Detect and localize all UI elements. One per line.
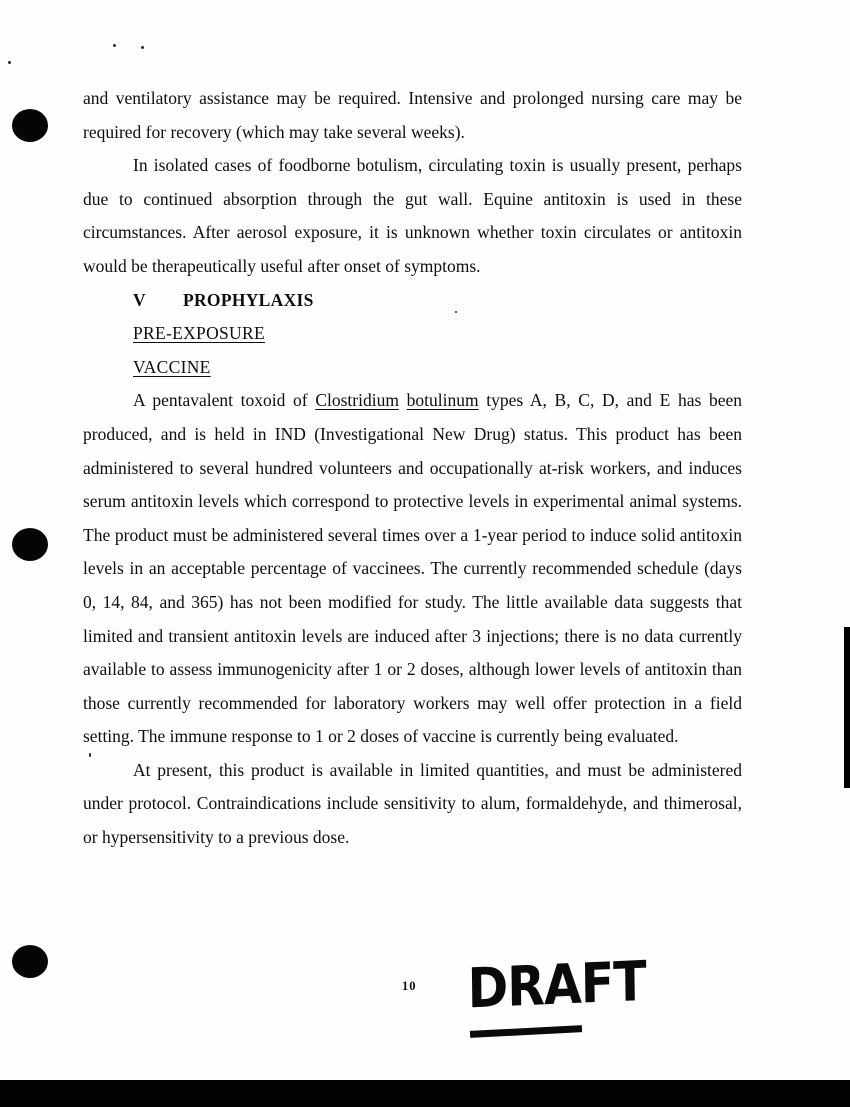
underlined-species-term: botulinum <box>406 390 479 411</box>
draft-stamp: DRAFT <box>467 949 647 1021</box>
subheading-pre-exposure <box>83 317 742 351</box>
hole-punch <box>12 109 48 142</box>
scan-edge-artifact-right <box>844 627 850 788</box>
subheading-vaccine <box>83 351 742 385</box>
section-heading <box>83 284 742 318</box>
paragraph-treatment-continuation: and ventilatory assistance may be required. Intensive and prolonged nursing care may be required for recovery (which may take several weeks). <box>83 88 742 142</box>
hole-punch <box>12 528 48 561</box>
scan-speck <box>113 44 116 47</box>
text-run: types A, B, C, D, and E has been produced, and is held in IND (Investigational New Drug) status. This product has been administered to several hundred volunteers and occupationally at-risk workers, and induces serum antitoxin levels which correspond to protective levels in experimental animal systems. The product must be administered several times over a 1-year period to induce solid antitoxin levels in an acceptable percentage of vaccinees. The currently recommended schedule (days 0, 14, 84, and 365) has not been modified for study. The little available data suggests that limited and transient antitoxin levels are induced after 3 injections; there is no data currently available to assess immunogenicity after 1 or 2 doses, although lower levels of antitoxin than those currently recommended for laboratory workers may well offer protection in a field setting. The immune response to 1 or 2 doses of vaccine is currently being evaluated. <box>83 390 742 747</box>
text-block <box>83 82 742 855</box>
section-number: V <box>133 289 146 310</box>
subheading-text: VACCINE <box>133 356 211 377</box>
scan-edge-artifact-bottom <box>0 1080 850 1107</box>
text-run <box>399 390 407 410</box>
scan-speck <box>8 61 11 64</box>
draft-stamp-underline <box>470 1025 582 1038</box>
paragraph-availability: At present, this product is available in limited quantities, and must be administered under protocol. Contraindications include sensitivity to alum, formaldehyde, and thimerosal, or hypersensitivity to a previous dose. <box>83 759 742 848</box>
underlined-genus-term: Clostridium <box>315 390 399 411</box>
paragraph-foodborne-botulism: In isolated cases of foodborne botulism, circulating toxin is usually present, perhaps due to continued absorption through the gut wall. Equine antitoxin is used in these circumstances. After aerosol exposure, it is unknown whether toxin circulates or antitoxin would be therapeutically useful after onset of symptoms. <box>83 155 742 276</box>
page-number: 10 <box>402 979 417 993</box>
hole-punch <box>12 945 48 978</box>
section-title: PROPHYLAXIS <box>183 289 314 310</box>
subheading-text: PRE-EXPOSURE <box>133 323 265 344</box>
text-run: A pentavalent toxoid of <box>133 390 316 411</box>
scan-speck <box>141 46 144 49</box>
paragraph-vaccine <box>83 384 742 754</box>
